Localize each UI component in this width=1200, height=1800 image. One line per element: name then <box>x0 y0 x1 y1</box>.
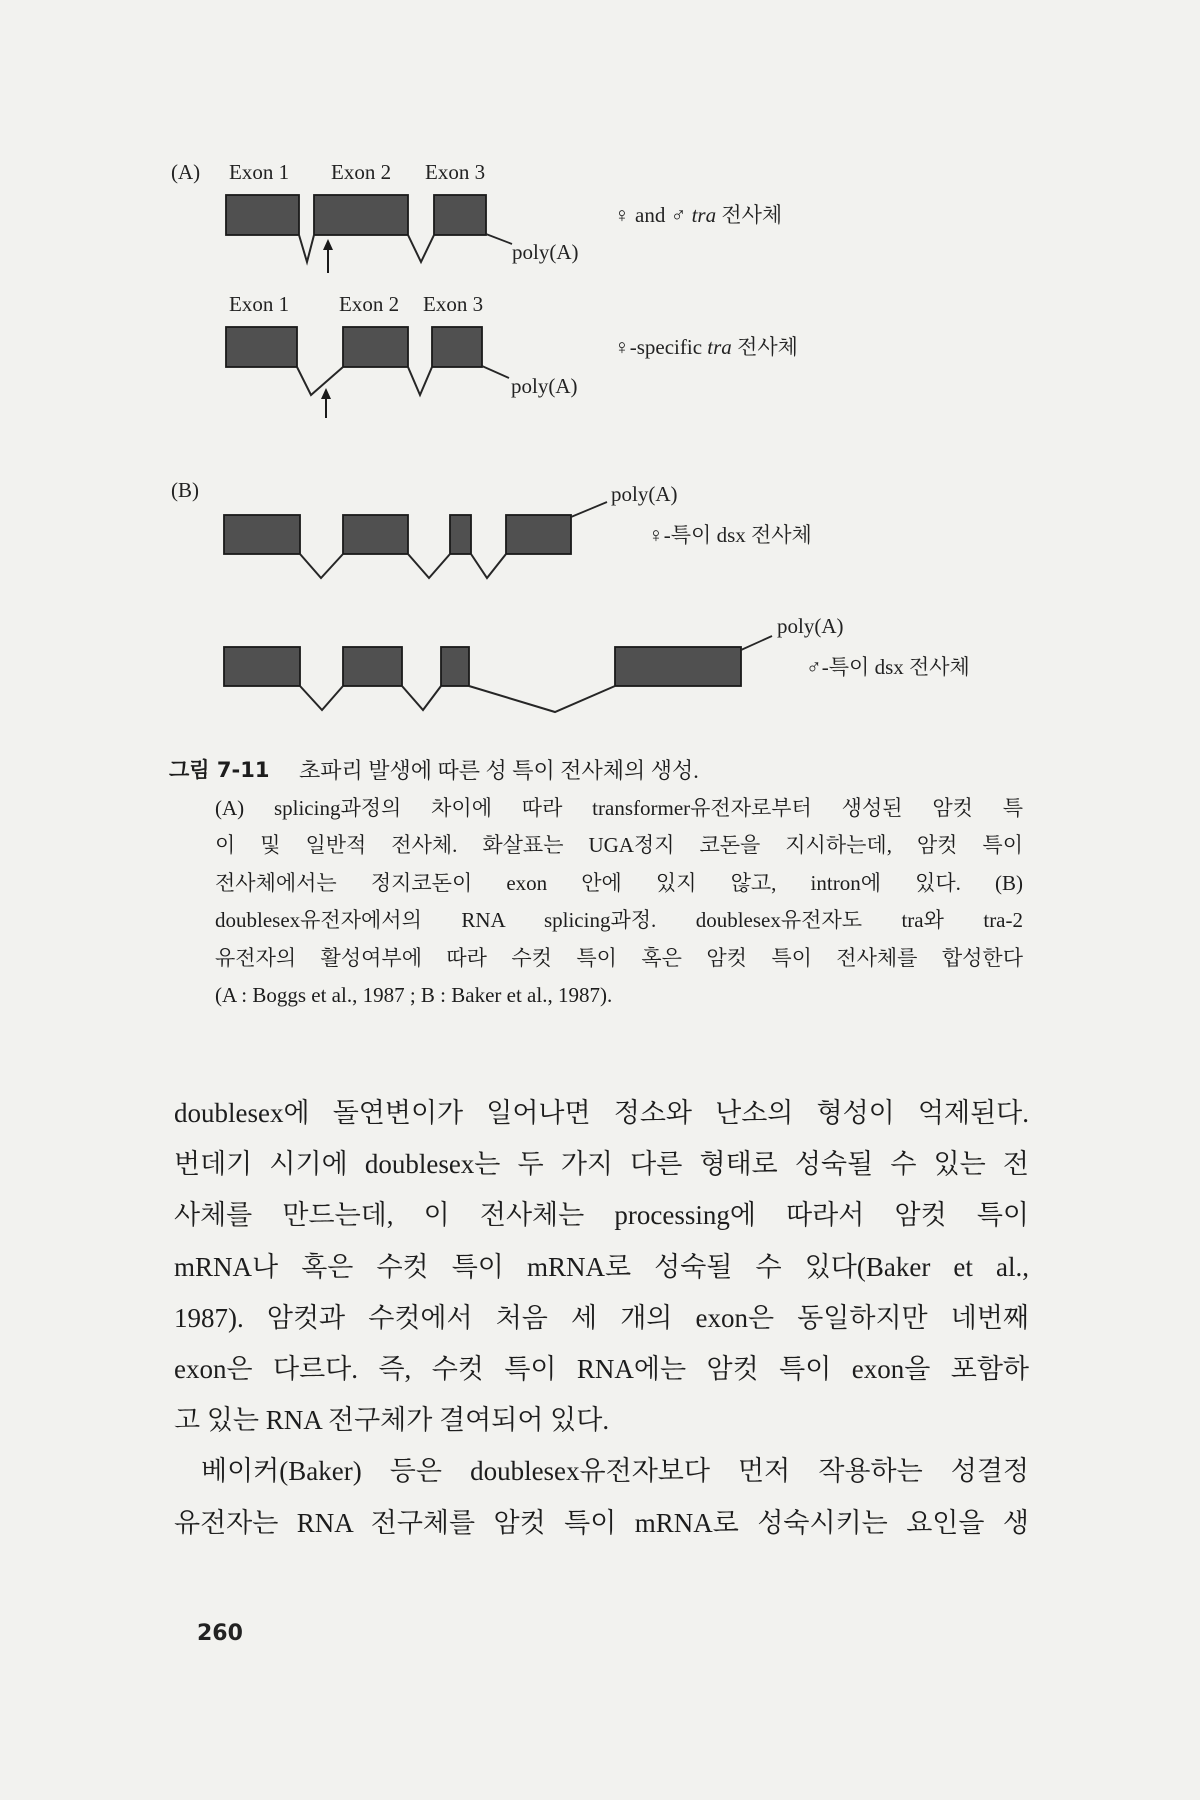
polya-label: poly(A) <box>512 240 579 264</box>
intron-line <box>471 554 506 578</box>
body-line: 번데기 시기에 doublesex는 두 가지 다른 형태로 성숙될 수 있는 전 <box>174 1149 1029 1180</box>
caption-line: (A : Boggs et al., 1987 ; B : Baker et al., 1987). <box>215 983 613 1007</box>
transcript-label: ♂-특이 dsx 전사체 <box>806 655 970 679</box>
exon-box <box>432 327 482 367</box>
exon-label: Exon 3 <box>425 160 486 184</box>
exon-box <box>226 195 299 235</box>
polya-tail-line <box>571 502 607 517</box>
body-line: mRNA나 혹은 수컷 특이 mRNA로 성숙될 수 있다(Baker et al., <box>174 1251 1029 1282</box>
transcript-sex-label: ♀-specific <box>614 335 708 359</box>
transcript-sex-label: ♀ and ♂ <box>614 203 692 227</box>
exon-box <box>343 647 402 686</box>
exon-box <box>224 647 300 686</box>
exon-box <box>224 515 300 554</box>
body-line: 1987). 암컷과 수컷에서 처음 세 개의 exon은 동일하지만 네번째 <box>174 1302 1029 1333</box>
arrow-head <box>321 388 331 399</box>
body-line: 고 있는 RNA 전구체가 결여되어 있다. <box>174 1405 610 1436</box>
transcript-label: ♀-특이 dsx 전사체 <box>648 523 812 547</box>
figure-7-11 <box>0 0 1200 760</box>
body-text <box>174 1088 1029 1549</box>
caption-line: 유전자의 활성여부에 따라 수컷 특이 혹은 암컷 특이 전사체를 합성한다 <box>215 945 1023 970</box>
polya-label: poly(A) <box>611 482 678 506</box>
transcript-label <box>614 335 798 359</box>
intron-line <box>408 367 432 395</box>
page-number: 260 <box>197 1621 243 1646</box>
panel-a-label: (A) <box>171 160 201 184</box>
stop-codon-arrow <box>321 388 331 418</box>
body-line: doublesex에 돌연변이가 일어나면 정소와 난소의 형성이 억제된다. <box>174 1098 1029 1128</box>
exon-label: Exon 3 <box>423 292 484 316</box>
polya-tail-line <box>486 234 512 244</box>
exon-box <box>434 195 486 235</box>
intron-line <box>297 367 343 395</box>
exon-box <box>226 327 297 367</box>
intron-line <box>300 686 343 710</box>
figure-caption <box>0 752 1200 1014</box>
exon-box <box>441 647 469 686</box>
exon-box <box>615 647 741 686</box>
intron-line <box>408 235 434 262</box>
polya-tail-line <box>482 366 509 378</box>
caption-line: doublesex유전자에서의 RNA splicing과정. doublesex유전자도 tra와 tra-2 <box>215 908 1023 932</box>
exon-box <box>314 195 408 235</box>
panel-b-label: (B) <box>171 478 199 502</box>
caption-body <box>215 790 1023 1015</box>
figure-number: 그림 7-11 <box>169 758 270 782</box>
exon-label: Exon 1 <box>229 160 290 184</box>
exon-box <box>343 515 408 554</box>
exon-box <box>506 515 571 554</box>
exon-label: Exon 2 <box>331 160 392 184</box>
intron-line <box>299 235 314 262</box>
figure-title: 초파리 발생에 따른 성 특이 전사체의 생성. <box>299 758 699 783</box>
body-line: 유전자는 RNA 전구체를 암컷 특이 mRNA로 성숙시키는 요인을 생 <box>174 1507 1029 1538</box>
arrow-head <box>323 239 333 250</box>
gene-name: tra <box>707 335 732 359</box>
polya-tail-line <box>741 636 772 650</box>
polya-label: poly(A) <box>511 374 578 398</box>
transcript-word: 전사체 <box>731 335 798 359</box>
caption-line: 이 및 일반적 전사체. 화살표는 UGA정지 코돈을 지시하는데, 암컷 특이 <box>215 833 1023 857</box>
exon-label: Exon 2 <box>339 292 400 316</box>
caption-line: 전사체에서는 정지코돈이 exon 안에 있지 않고, intron에 있다. (B) <box>215 870 1023 895</box>
stop-codon-arrow <box>323 239 333 273</box>
caption-line: (A) splicing과정의 차이에 따라 transformer유전자로부터 생성된 암컷 특 <box>215 795 1023 820</box>
exon-box <box>343 327 408 367</box>
intron-line <box>300 554 343 578</box>
transcript-label <box>614 203 782 227</box>
intron-line <box>469 686 615 712</box>
exon-box <box>450 515 471 554</box>
body-line: exon은 다르다. 즉, 수컷 특이 RNA에는 암컷 특이 exon을 포함하 <box>174 1353 1029 1384</box>
polya-label: poly(A) <box>777 614 844 638</box>
exon-label: Exon 1 <box>229 292 290 316</box>
intron-line <box>408 554 450 578</box>
transcript-word: 전사체 <box>716 203 783 227</box>
intron-line <box>402 686 441 710</box>
gene-name: tra <box>691 203 717 227</box>
body-line: 사체를 만드는데, 이 전사체는 processing에 따라서 암컷 특이 <box>174 1200 1029 1231</box>
body-line: 베이커(Baker) 등은 doublesex유전자보다 먼저 작용하는 성결정 <box>201 1456 1029 1487</box>
